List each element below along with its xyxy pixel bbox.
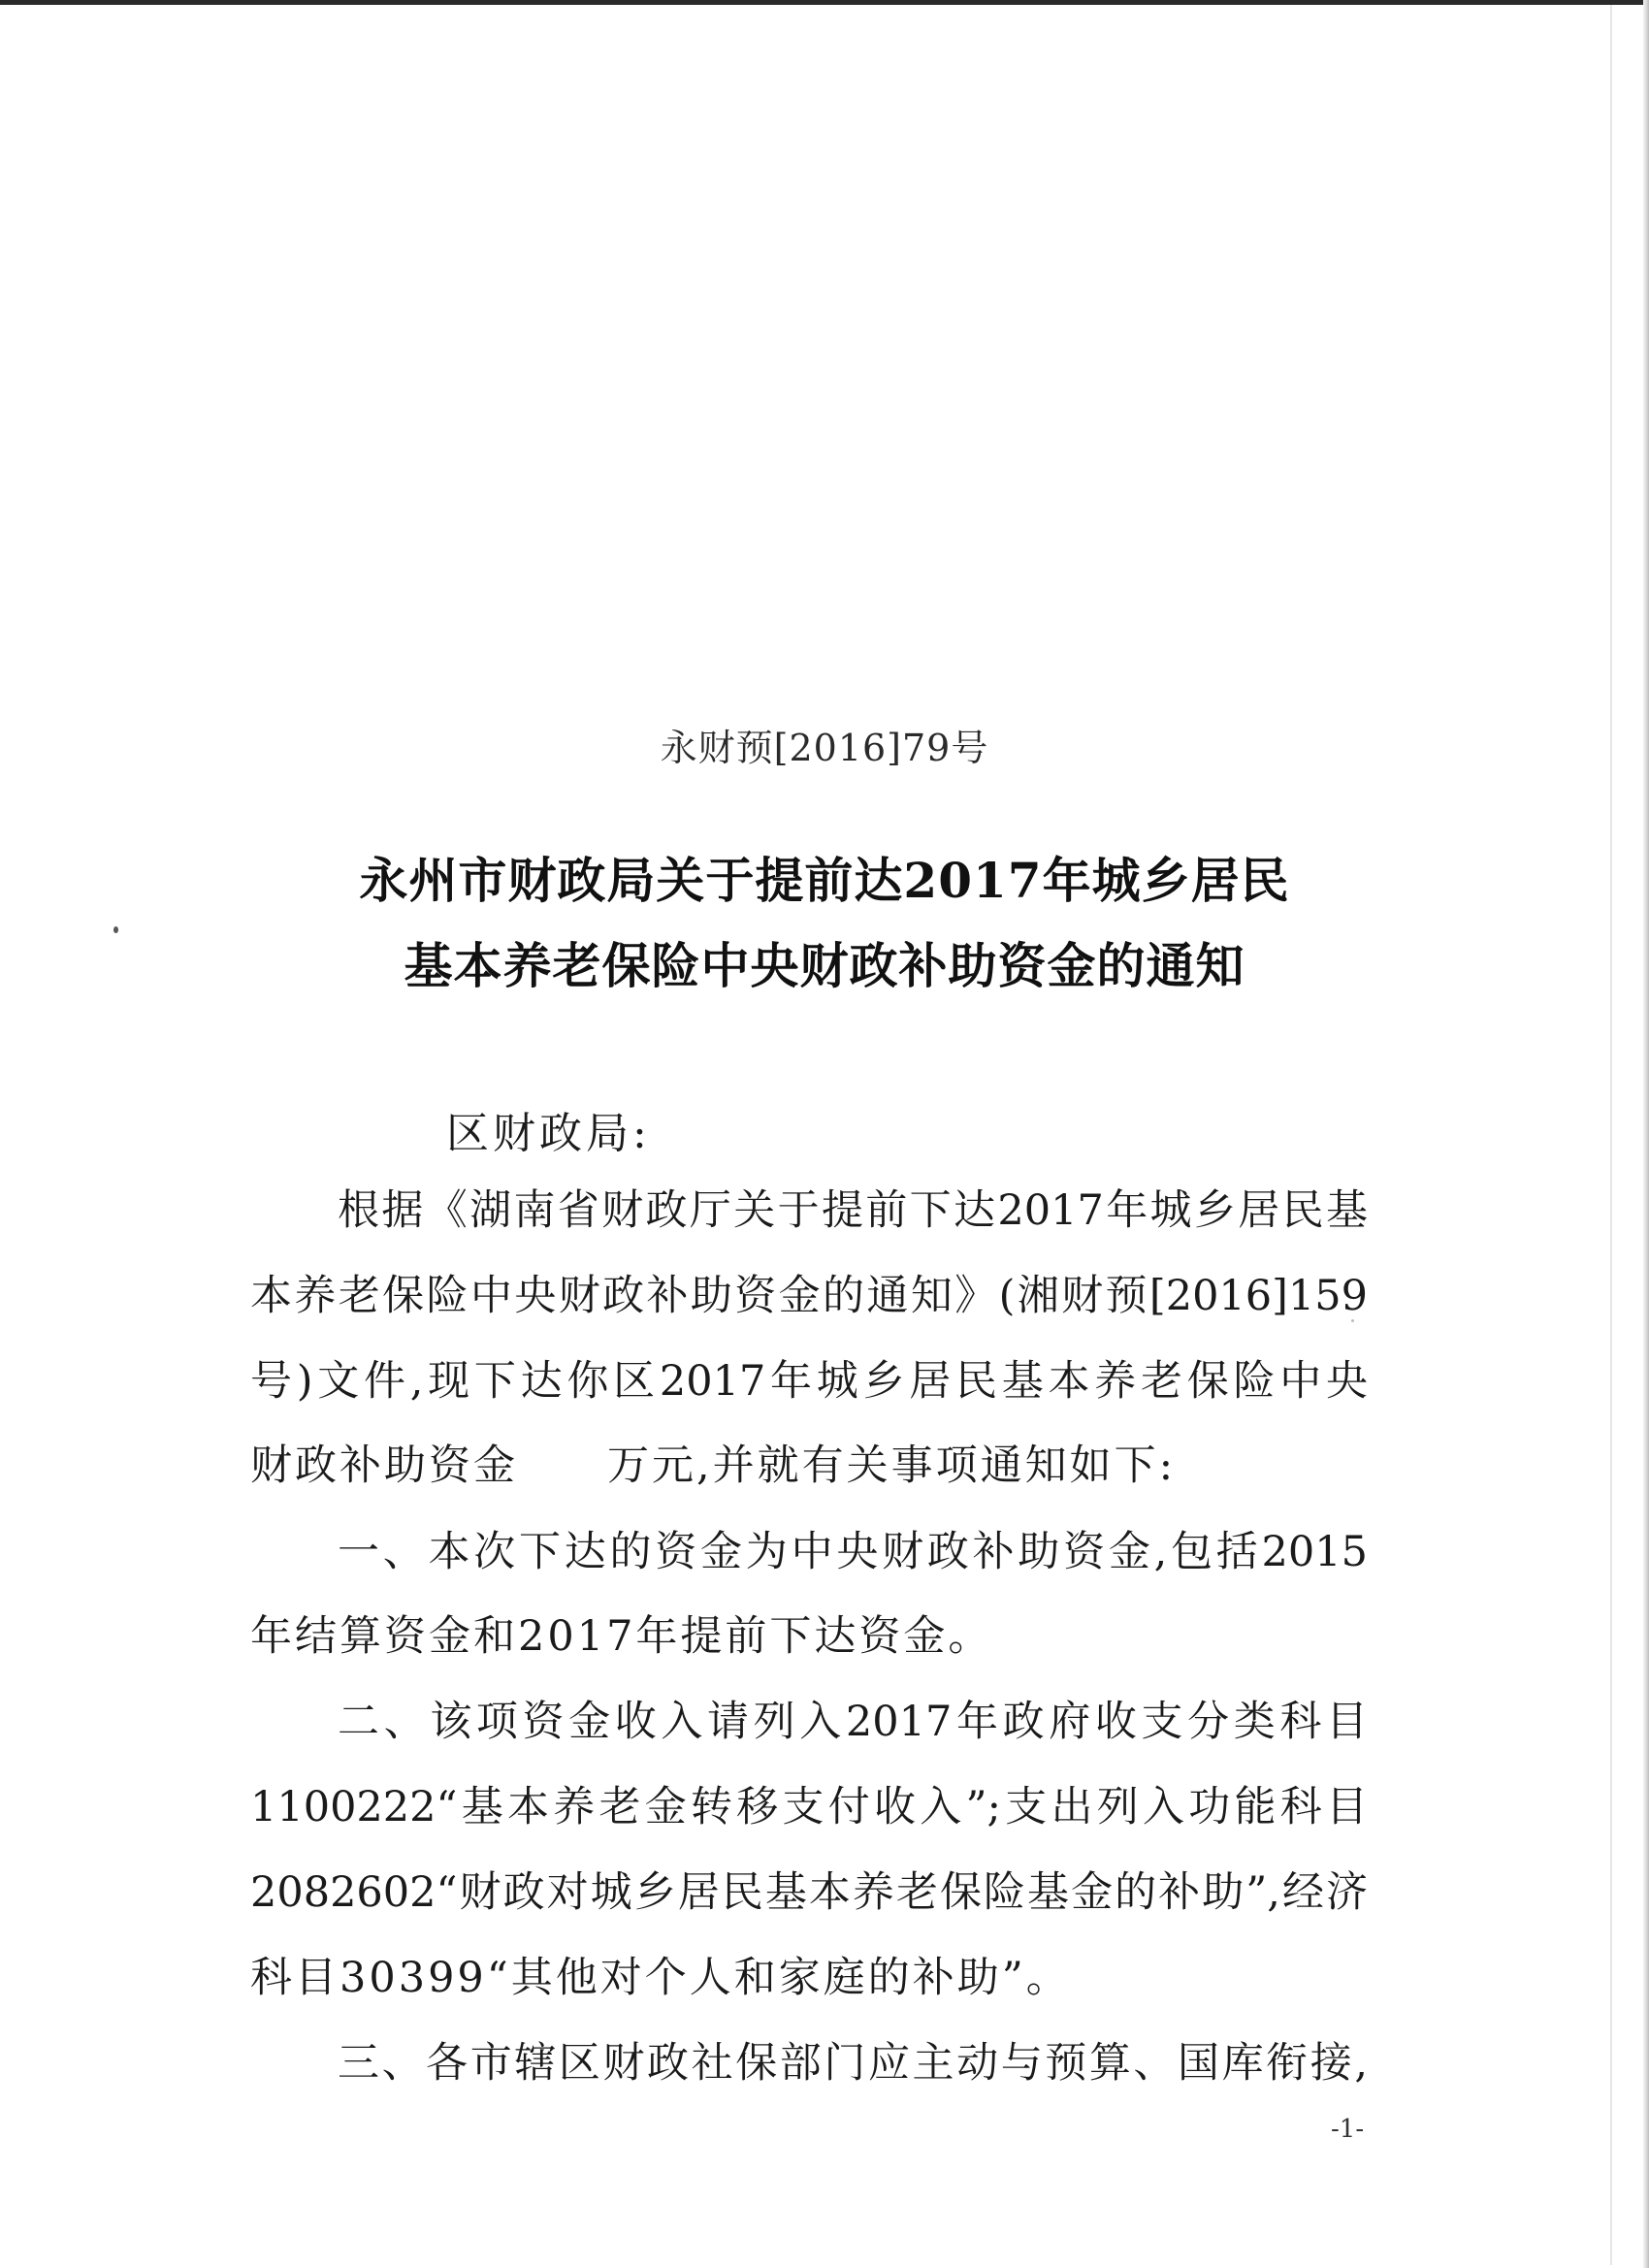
body-line: 2082602“财政对城乡居民基本养老保险基金的补助”,经济 <box>250 1868 1368 1917</box>
addressee: 区财政局: <box>446 1109 651 1158</box>
document-title-line-1: 永州市财政局关于提前达2017年城乡居民 <box>359 852 1290 909</box>
scan-top-edge <box>0 0 1649 5</box>
body-line: 财政补助资金 万元,并就有关事项通知如下: <box>250 1442 1177 1490</box>
body-line: 三、各市辖区财政社保部门应主动与预算、国库衔接, <box>338 2039 1368 2088</box>
scan-edge-line <box>1610 5 1612 2265</box>
body-line: 1100222“基本养老金转移支付收入”;支出列入功能科目 <box>250 1783 1368 1831</box>
body-line: 科目30399“其他对个人和家庭的补助”。 <box>250 1954 1071 2002</box>
page-number: -1- <box>1331 2115 1365 2144</box>
body-line: 年结算资金和2017年提前下达资金。 <box>250 1612 993 1661</box>
body-line: 号)文件,现下达你区2017年城乡居民基本养老保险中央 <box>250 1357 1368 1406</box>
body-line: 二、该项资金收入请列入2017年政府收支分类科目 <box>338 1698 1368 1746</box>
body-line: 本养老保险中央财政补助资金的通知》(湘财预[2016]159 <box>250 1272 1368 1320</box>
document-number: 永财预[2016]79号 <box>660 727 989 769</box>
document-title-line-2: 基本养老保险中央财政补助资金的通知 <box>404 937 1245 994</box>
body-line: 根据《湖南省财政厅关于提前下达2017年城乡居民基 <box>338 1186 1368 1235</box>
scan-right-edge <box>1643 0 1649 2268</box>
body-line: 一、本次下达的资金为中央财政补助资金,包括2015 <box>338 1528 1368 1576</box>
